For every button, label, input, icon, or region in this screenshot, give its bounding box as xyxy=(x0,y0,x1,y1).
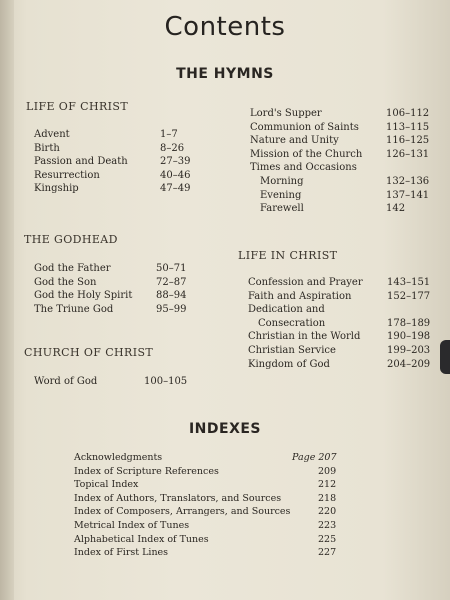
toc-entry-label: Lord's Supper xyxy=(250,108,322,119)
toc-entry-pages: 142 xyxy=(386,203,406,215)
toc-entry-label: Advent xyxy=(34,129,70,140)
toc-entry-label: Index of First Lines xyxy=(74,547,169,559)
toc-entry-label: Alphabetical Index of Tunes xyxy=(74,533,209,545)
toc-entry-pages: 204–209 xyxy=(387,358,431,370)
toc-entry-pages: 1–7 xyxy=(160,129,178,140)
toc-entry-label: Acknowledgments xyxy=(74,452,163,463)
toc-entry-label: Passion and Death xyxy=(34,156,128,168)
toc-entry-pages: 72–87 xyxy=(156,276,187,288)
toc-entry-label: Metrical Index of Tunes xyxy=(74,519,190,531)
toc-entry-pages: 143–151 xyxy=(387,277,431,288)
toc-entry-label: Index of Scripture References xyxy=(74,465,219,477)
toc-entry-pages: 223 xyxy=(318,519,337,531)
toc-entry-label: Christian Service xyxy=(248,344,336,356)
toc-entry-label: Kingdom of God xyxy=(248,358,330,370)
page-clip xyxy=(440,340,450,374)
toc-entry-pages: 220 xyxy=(318,506,337,518)
toc-entry-label: Mission of the Church xyxy=(250,148,363,160)
toc-entry-pages: 152–177 xyxy=(387,290,431,302)
toc-entry-pages: 218 xyxy=(318,492,337,504)
toc-entry-pages: 209 xyxy=(318,465,337,477)
toc-entry-pages: 100–105 xyxy=(144,376,188,387)
toc-entry-pages: 137–141 xyxy=(386,189,430,201)
toc-entry-label: Evening xyxy=(260,189,302,201)
toc-entry-label: Times and Occasions xyxy=(250,162,357,174)
toc-entry-label: The Triune God xyxy=(34,303,114,315)
toc-entry-label: Index of Authors, Translators, and Sources xyxy=(74,492,282,504)
toc-entry-label: Birth xyxy=(34,142,60,154)
page-binding-shadow xyxy=(0,0,14,600)
toc-entry-pages: 178–189 xyxy=(387,317,431,329)
group-heading-life-of-christ: LIFE OF CHRIST xyxy=(26,100,129,113)
group-heading-church-of-christ: CHURCH OF CHRIST xyxy=(24,346,154,359)
toc-entry-label: Christian in the World xyxy=(248,331,361,343)
toc-entry-pages: 95–99 xyxy=(156,303,187,315)
toc-entry-pages: 132–136 xyxy=(386,175,430,187)
toc-entry-pages: 225 xyxy=(318,533,337,545)
toc-entry-pages: 116–125 xyxy=(386,135,430,147)
toc-entry-label: God the Holy Spirit xyxy=(34,290,133,302)
group-heading-the-godhead: THE GODHEAD xyxy=(24,233,118,246)
toc-entry-label: Morning xyxy=(260,175,304,187)
toc-entry-pages: 106–112 xyxy=(386,108,430,119)
toc-entry-pages: 190–198 xyxy=(387,331,431,343)
toc-entry-pages: 50–71 xyxy=(156,263,187,274)
page-title: Contents xyxy=(164,12,286,42)
toc-entry-pages: 126–131 xyxy=(386,148,430,160)
toc-entry-label: Farewell xyxy=(260,203,304,215)
toc-entry-pages: 113–115 xyxy=(386,121,430,133)
toc-entry-label: Confession and Prayer xyxy=(248,277,363,288)
toc-entry-pages: Page 207 xyxy=(292,452,337,463)
toc-entry-pages: 27–39 xyxy=(160,156,191,168)
toc-entry-pages: 199–203 xyxy=(387,344,431,356)
toc-entry-pages: 212 xyxy=(318,479,337,491)
toc-entry-label: Index of Composers, Arrangers, and Sources xyxy=(74,506,291,518)
group-heading-life-in-christ: LIFE IN CHRIST xyxy=(238,249,338,262)
toc-entry-label: Kingship xyxy=(34,183,79,195)
hymns-heading: THE HYMNS xyxy=(176,66,274,82)
toc-entry-label: God the Father xyxy=(34,263,111,274)
toc-entry-label: Nature and Unity xyxy=(250,135,339,147)
toc-entry-label: Topical Index xyxy=(74,479,139,491)
toc-entry-label: Word of God xyxy=(34,376,98,387)
toc-entry-label: God the Son xyxy=(34,276,97,288)
toc-entry-label: Dedication and xyxy=(248,304,325,316)
toc-entry-pages: 8–26 xyxy=(160,142,185,154)
toc-entry-pages: 88–94 xyxy=(156,290,187,302)
toc-entry-pages: 227 xyxy=(318,547,337,559)
toc-entry-pages: 47–49 xyxy=(160,183,191,195)
toc-entry-label: Faith and Aspiration xyxy=(248,290,352,302)
indexes-heading: INDEXES xyxy=(188,421,262,437)
toc-entry-label: Consecration xyxy=(258,317,326,329)
toc-entry-label: Communion of Saints xyxy=(250,121,359,133)
toc-entry-pages: 40–46 xyxy=(160,169,191,181)
toc-entry-label: Resurrection xyxy=(34,169,100,181)
